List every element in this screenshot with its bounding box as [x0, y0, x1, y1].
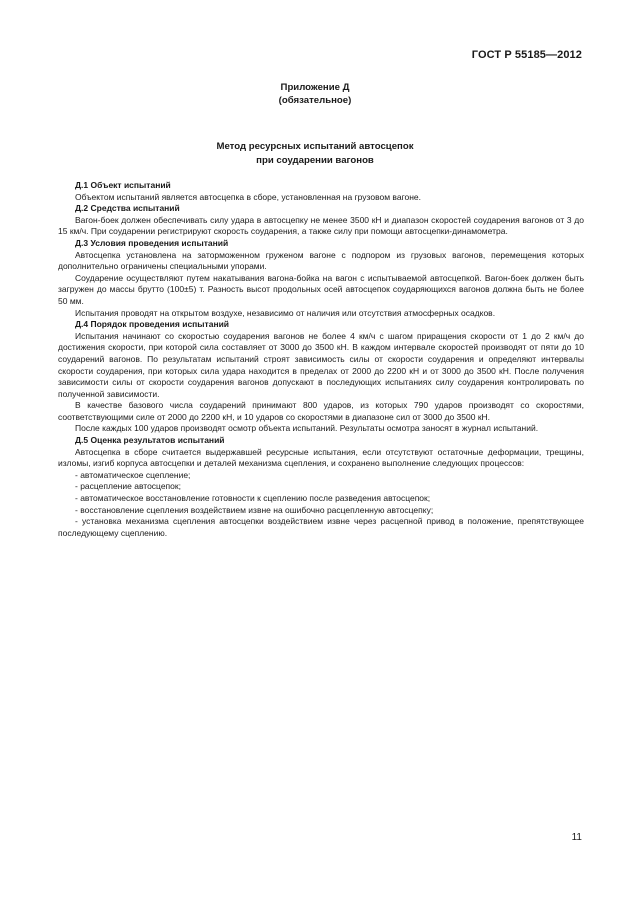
list-item: - автоматическое сцепление; [75, 469, 191, 480]
document-body [58, 180, 584, 539]
paragraph: Вагон-боек должен обеспечивать силу удара в автосцепку не менее 3500 кН и диапазон скоростей соударения вагонов от 3 до 15 км/ч. При соударении регистрируют скорость соударения, а также силу при помощи автосцепки-динамометра. [58, 214, 584, 237]
paragraph: Автосцепка установлена на заторможенном груженом вагоне с подпором из грузовых вагонов, перемещения которых дополнительно ограничены специальными упорами. [58, 249, 584, 272]
appendix-title: Приложение Д [280, 82, 350, 93]
appendix-status: (обязательное) [278, 95, 352, 106]
section-heading-d1: Д.1 Объект испытаний [75, 180, 171, 190]
section-heading-d2: Д.2 Средства испытаний [75, 203, 180, 214]
section-heading-d3: Д.3 Условия проведения испытаний [75, 237, 229, 248]
title-line-2: при соударении вагонов [256, 155, 374, 166]
paragraph: Испытания проводят на открытом воздухе, независимо от наличия или отсутствия атмосферных осадков. [75, 307, 496, 318]
page-number: 11 [571, 832, 582, 843]
standard-number: ГОСТ Р 55185—2012 [471, 49, 582, 61]
paragraph: Испытания начинают со скоростью соударения вагонов не более 4 км/ч с шагом приращения скорости от 1 до 2 км/ч до достижения скорости, при которой сила составляет от 3000 до 3500 кН. В каждом интервале скоростей производят от пяти до 10 соударений вагонов. По результатам испытаний строят зависимость силы от скорости соударения и определяют интервалы скорости соударения, при которых сила удара находится в пределах от 2000 до 2200 кН и от 3000 до 3500 кН. После получения зависимости силы от скорости соударения вагонов допускают в последующих испытаниях силу соударения контролировать по полученной зависимости. [58, 330, 584, 399]
list-item: - расцепление автосцепок; [75, 481, 181, 492]
section-heading-d4: Д.4 Порядок проведения испытаний [75, 319, 230, 330]
list-item: - восстановление сцепления воздействием извне на ошибочно расцепленную автосцепку; [75, 504, 434, 515]
section-heading-d5: Д.5 Оценка результатов испытаний [75, 435, 225, 446]
paragraph: Объектом испытаний является автосцепка в сборе, установленная на грузовом вагоне. [75, 191, 421, 202]
document-title [0, 140, 630, 168]
appendix-heading [0, 81, 630, 107]
paragraph: После каждых 100 ударов производят осмотр объекта испытаний. Результаты осмотра заносят в журнал испытаний. [75, 423, 539, 434]
title-line-1: Метод ресурсных испытаний автосцепок [216, 141, 414, 152]
list-item: - установка механизма сцепления автосцепки воздействием извне через расцепной привод в положение, препятствующее последующему сцеплению. [58, 516, 584, 538]
paragraph: Соударение осуществляют путем накатывания вагона-бойка на вагон с испытываемой автосцепкой. Вагон-боек должен быть загружен до массы брутто (100±5) т. Разность высот продольных осей автосцепок соударяющихся вагонов должна быть не более 50 мм. [58, 272, 584, 306]
paragraph: В качестве базового числа соударений принимают 800 ударов, из которых 790 ударов производят со скоростями, соответствующими силе от 2000 до 2200 кН, и 10 ударов со скоростями в диапазоне сил от 3000 до 3500 кН. [58, 400, 584, 422]
process-list [58, 470, 584, 540]
paragraph: Автосцепка в сборе считается выдержавшей ресурсные испытания, если отсутствуют остаточные деформации, трещины, изломы, изгиб корпуса автосцепки и деталей механизма сцепления, и сохранено выполнение следующих процессов: [58, 446, 584, 469]
list-item: - автоматическое восстановление готовности к сцеплению после разведения автосцепок; [75, 493, 431, 504]
